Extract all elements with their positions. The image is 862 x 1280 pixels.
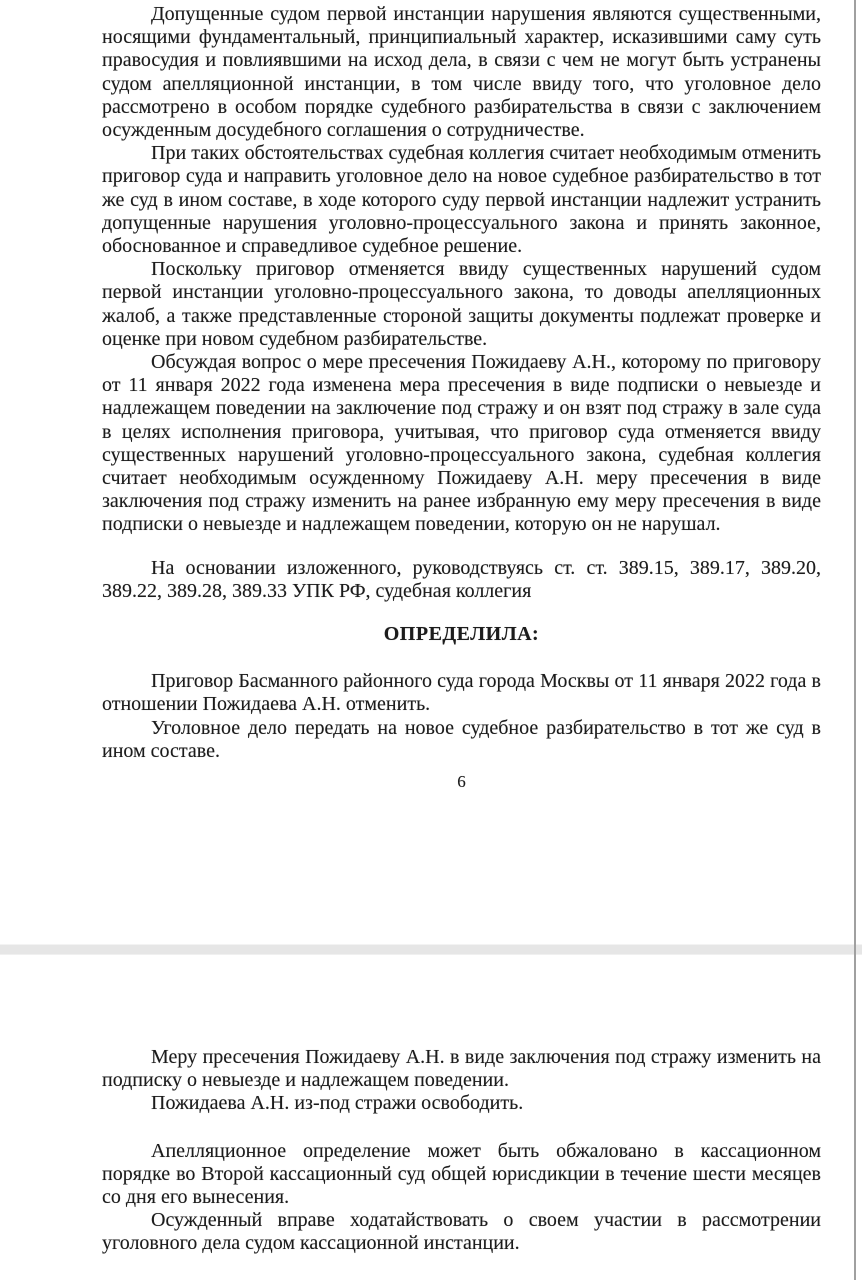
page-separator-band	[0, 944, 862, 955]
body-paragraph: Обсуждая вопрос о мере пресечения Пожидаеву А.Н., которому по приговору от 11 января 2022 года изменена мера пресечения в виде подписки о невыезде и надлежащем поведении на заключение под стражу и он взят под стражу в зале суда в целях исполнения приговора, учитывая, что приговор суда отменяется ввиду существенных нарушений уголовно-процессуального закона, судебная коллегия считает необходимым осужденному Пожидаеву А.Н. меру пресечения в виде заключения под стражу изменить на ранее избранную ему меру пресечения в виде подписки о невыезде и надлежащем поведении, которую он не нарушал.	[102, 351, 821, 536]
body-paragraph: Апелляционное определение может быть обжаловано в кассационном порядке во Второй кассационный суд общей юрисдикции в течение шести месяцев со дня его вынесения.	[102, 1139, 821, 1209]
legal-basis-paragraph: На основании изложенного, руководствуясь ст. ст. 389.15, 389.17, 389.20, 389.22, 389.28, 389.33 УПК РФ, судебная коллегия	[102, 556, 821, 602]
page-number: 6	[457, 772, 466, 792]
body-paragraph: При таких обстоятельствах судебная коллегия считает необходимым отменить приговор суда и направить уголовное дело на новое судебное разбирательство в тот же суд в ином составе, в ходе которого суду первой инстанции надлежит устранить допущенные нарушения уголовно-процессуального закона и принять законное, обоснованное и справедливое судебное решение.	[102, 142, 821, 258]
body-paragraph: Пожидаева А.Н. из-под стражи освободить.	[151, 1092, 524, 1115]
ruling-paragraph: Уголовное дело передать на новое судебное разбирательство в тот же суд в ином составе.	[102, 716, 821, 762]
page-1-text-block	[102, 3, 821, 941]
ruling-paragraph: Приговор Басманного районного суда города Москвы от 11 января 2022 года в отношении Пожидаева А.Н. отменить.	[102, 670, 821, 716]
page-2-text-block	[102, 1046, 821, 1276]
body-paragraph: Меру пресечения Пожидаеву А.Н. в виде заключения под стражу изменить на подписку о невыезде и надлежащем поведении.	[102, 1046, 821, 1092]
body-paragraph: Осужденный вправе ходатайствовать о своем участии в рассмотрении уголовного дела судом кассационной инстанции.	[102, 1209, 821, 1255]
ruling-heading: ОПРЕДЕЛИЛА:	[383, 623, 540, 646]
scan-edge-line	[854, 0, 856, 1280]
body-paragraph: Поскольку приговор отменяется ввиду существенных нарушений судом первой инстанции уголовно-процессуального закона, то доводы апелляционных жалоб, а также представленные стороной защиты документы подлежат проверке и оценке при новом судебном разбирательстве.	[102, 258, 821, 350]
body-paragraph: Допущенные судом первой инстанции нарушения являются существенными, носящими фундаментальный, принципиальный характер, исказившими саму суть правосудия и повлиявшими на исход дела, в связи с чем не могут быть устранены судом апелляционной инстанции, в том числе ввиду того, что уголовное дело рассмотрено в особом порядке судебного разбирательства в связи с заключением осужденным досудебного соглашения о сотрудничестве.	[102, 3, 821, 142]
